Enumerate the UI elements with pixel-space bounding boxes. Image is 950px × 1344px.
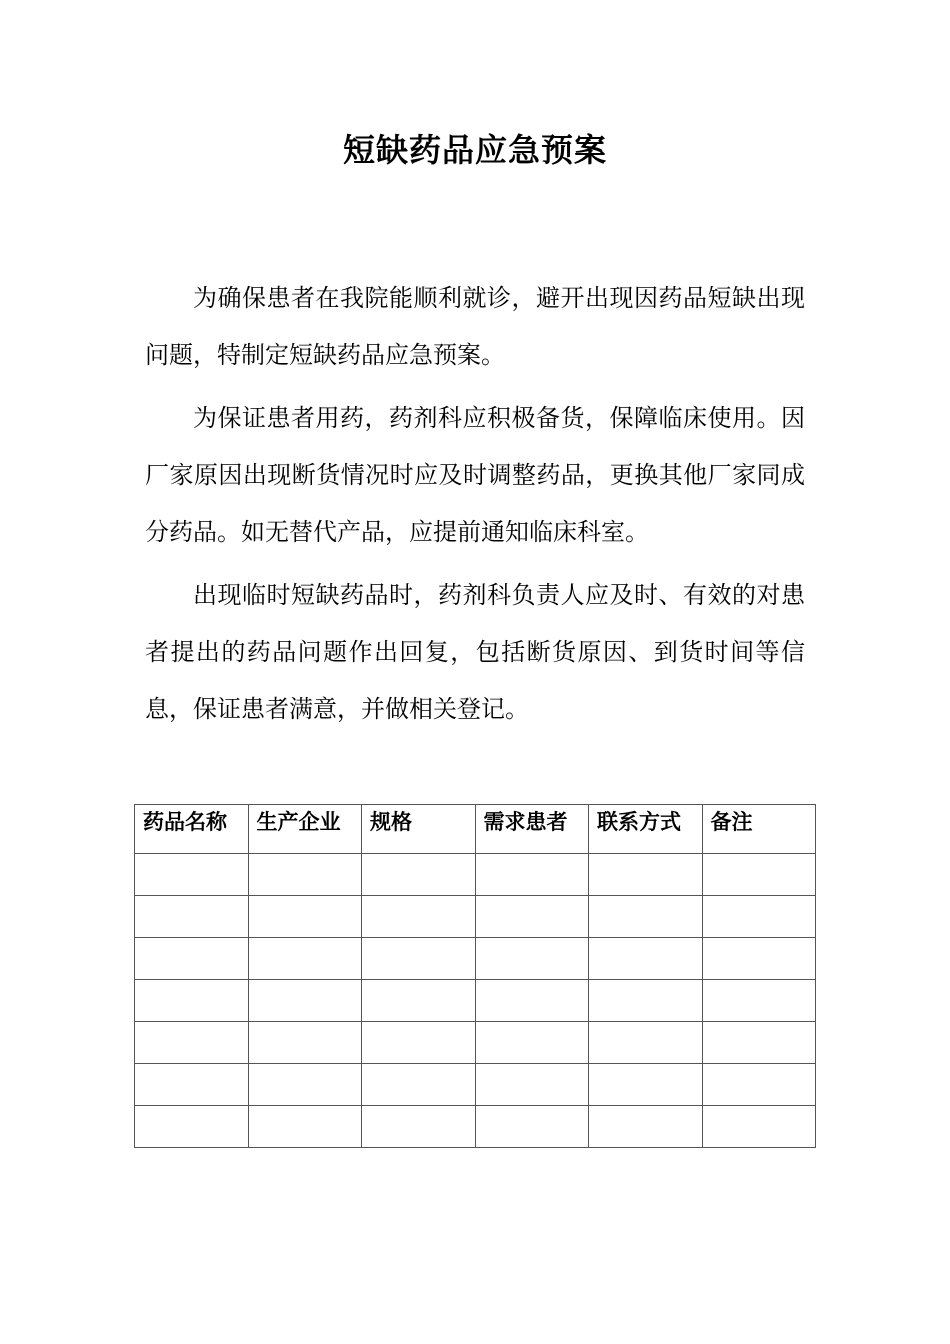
header-manufacturer: 生产企业 — [248, 805, 362, 854]
table-cell — [589, 1106, 703, 1148]
table-cell — [362, 1022, 476, 1064]
table-cell — [589, 1064, 703, 1106]
table-cell — [248, 1022, 362, 1064]
table-cell — [362, 980, 476, 1022]
table-cell — [248, 938, 362, 980]
table-cell — [135, 1022, 249, 1064]
document-title: 短缺药品应急预案 — [342, 131, 607, 169]
table-cell — [248, 896, 362, 938]
table-cell — [475, 980, 589, 1022]
table-cell — [589, 854, 703, 896]
table-cell — [589, 1022, 703, 1064]
table-cell — [362, 896, 476, 938]
table-cell — [248, 980, 362, 1022]
shortage-registration-table — [134, 804, 816, 1148]
table-cell — [475, 1022, 589, 1064]
table-header-row — [135, 805, 816, 854]
table-cell — [475, 938, 589, 980]
table-cell — [702, 1022, 816, 1064]
table-cell — [362, 938, 476, 980]
table-cell — [362, 1064, 476, 1106]
table-cell — [135, 1106, 249, 1148]
table-cell — [362, 1106, 476, 1148]
paragraph-purpose: 为确保患者在我院能顺利就诊，避开出现因药品短缺出现问题，特制定短缺药品应急预案。 — [145, 284, 805, 369]
table-cell — [702, 854, 816, 896]
table-cell — [248, 1064, 362, 1106]
table-cell — [248, 854, 362, 896]
table-cell — [475, 896, 589, 938]
table-cell — [702, 896, 816, 938]
header-specification: 规格 — [362, 805, 476, 854]
table-cell — [589, 938, 703, 980]
table-cell — [702, 1064, 816, 1106]
header-drug-name: 药品名称 — [135, 805, 249, 854]
table-cell — [475, 1106, 589, 1148]
table-cell — [589, 896, 703, 938]
table-cell — [475, 1064, 589, 1106]
table-cell — [135, 938, 249, 980]
header-contact: 联系方式 — [589, 805, 703, 854]
table-cell — [475, 854, 589, 896]
table-cell — [135, 1064, 249, 1106]
table-cell — [362, 854, 476, 896]
table-cell — [702, 938, 816, 980]
header-patient: 需求患者 — [475, 805, 589, 854]
table-cell — [135, 980, 249, 1022]
table-cell — [589, 980, 703, 1022]
table-cell — [248, 1106, 362, 1148]
table-row — [135, 980, 816, 1022]
table-cell — [135, 854, 249, 896]
table-cell — [702, 1106, 816, 1148]
header-remarks: 备注 — [702, 805, 816, 854]
table-row — [135, 1064, 816, 1106]
table-row — [135, 938, 816, 980]
table-cell — [702, 980, 816, 1022]
table-row — [135, 1022, 816, 1064]
table-row — [135, 896, 816, 938]
paragraph-response: 出现临时短缺药品时，药剂科负责人应及时、有效的对患者提出的药品问题作出回复，包括断货原因、到货时间等信息，保证患者满意，并做相关登记。 — [145, 581, 805, 723]
table-row — [135, 1106, 816, 1148]
table-row — [135, 854, 816, 896]
paragraph-stocking: 为保证患者用药，药剂科应积极备货，保障临床使用。因厂家原因出现断货情况时应及时调整药品，更换其他厂家同成分药品。如无替代产品，应提前通知临床科室。 — [145, 404, 805, 546]
document-body — [145, 270, 805, 744]
table-cell — [135, 896, 249, 938]
